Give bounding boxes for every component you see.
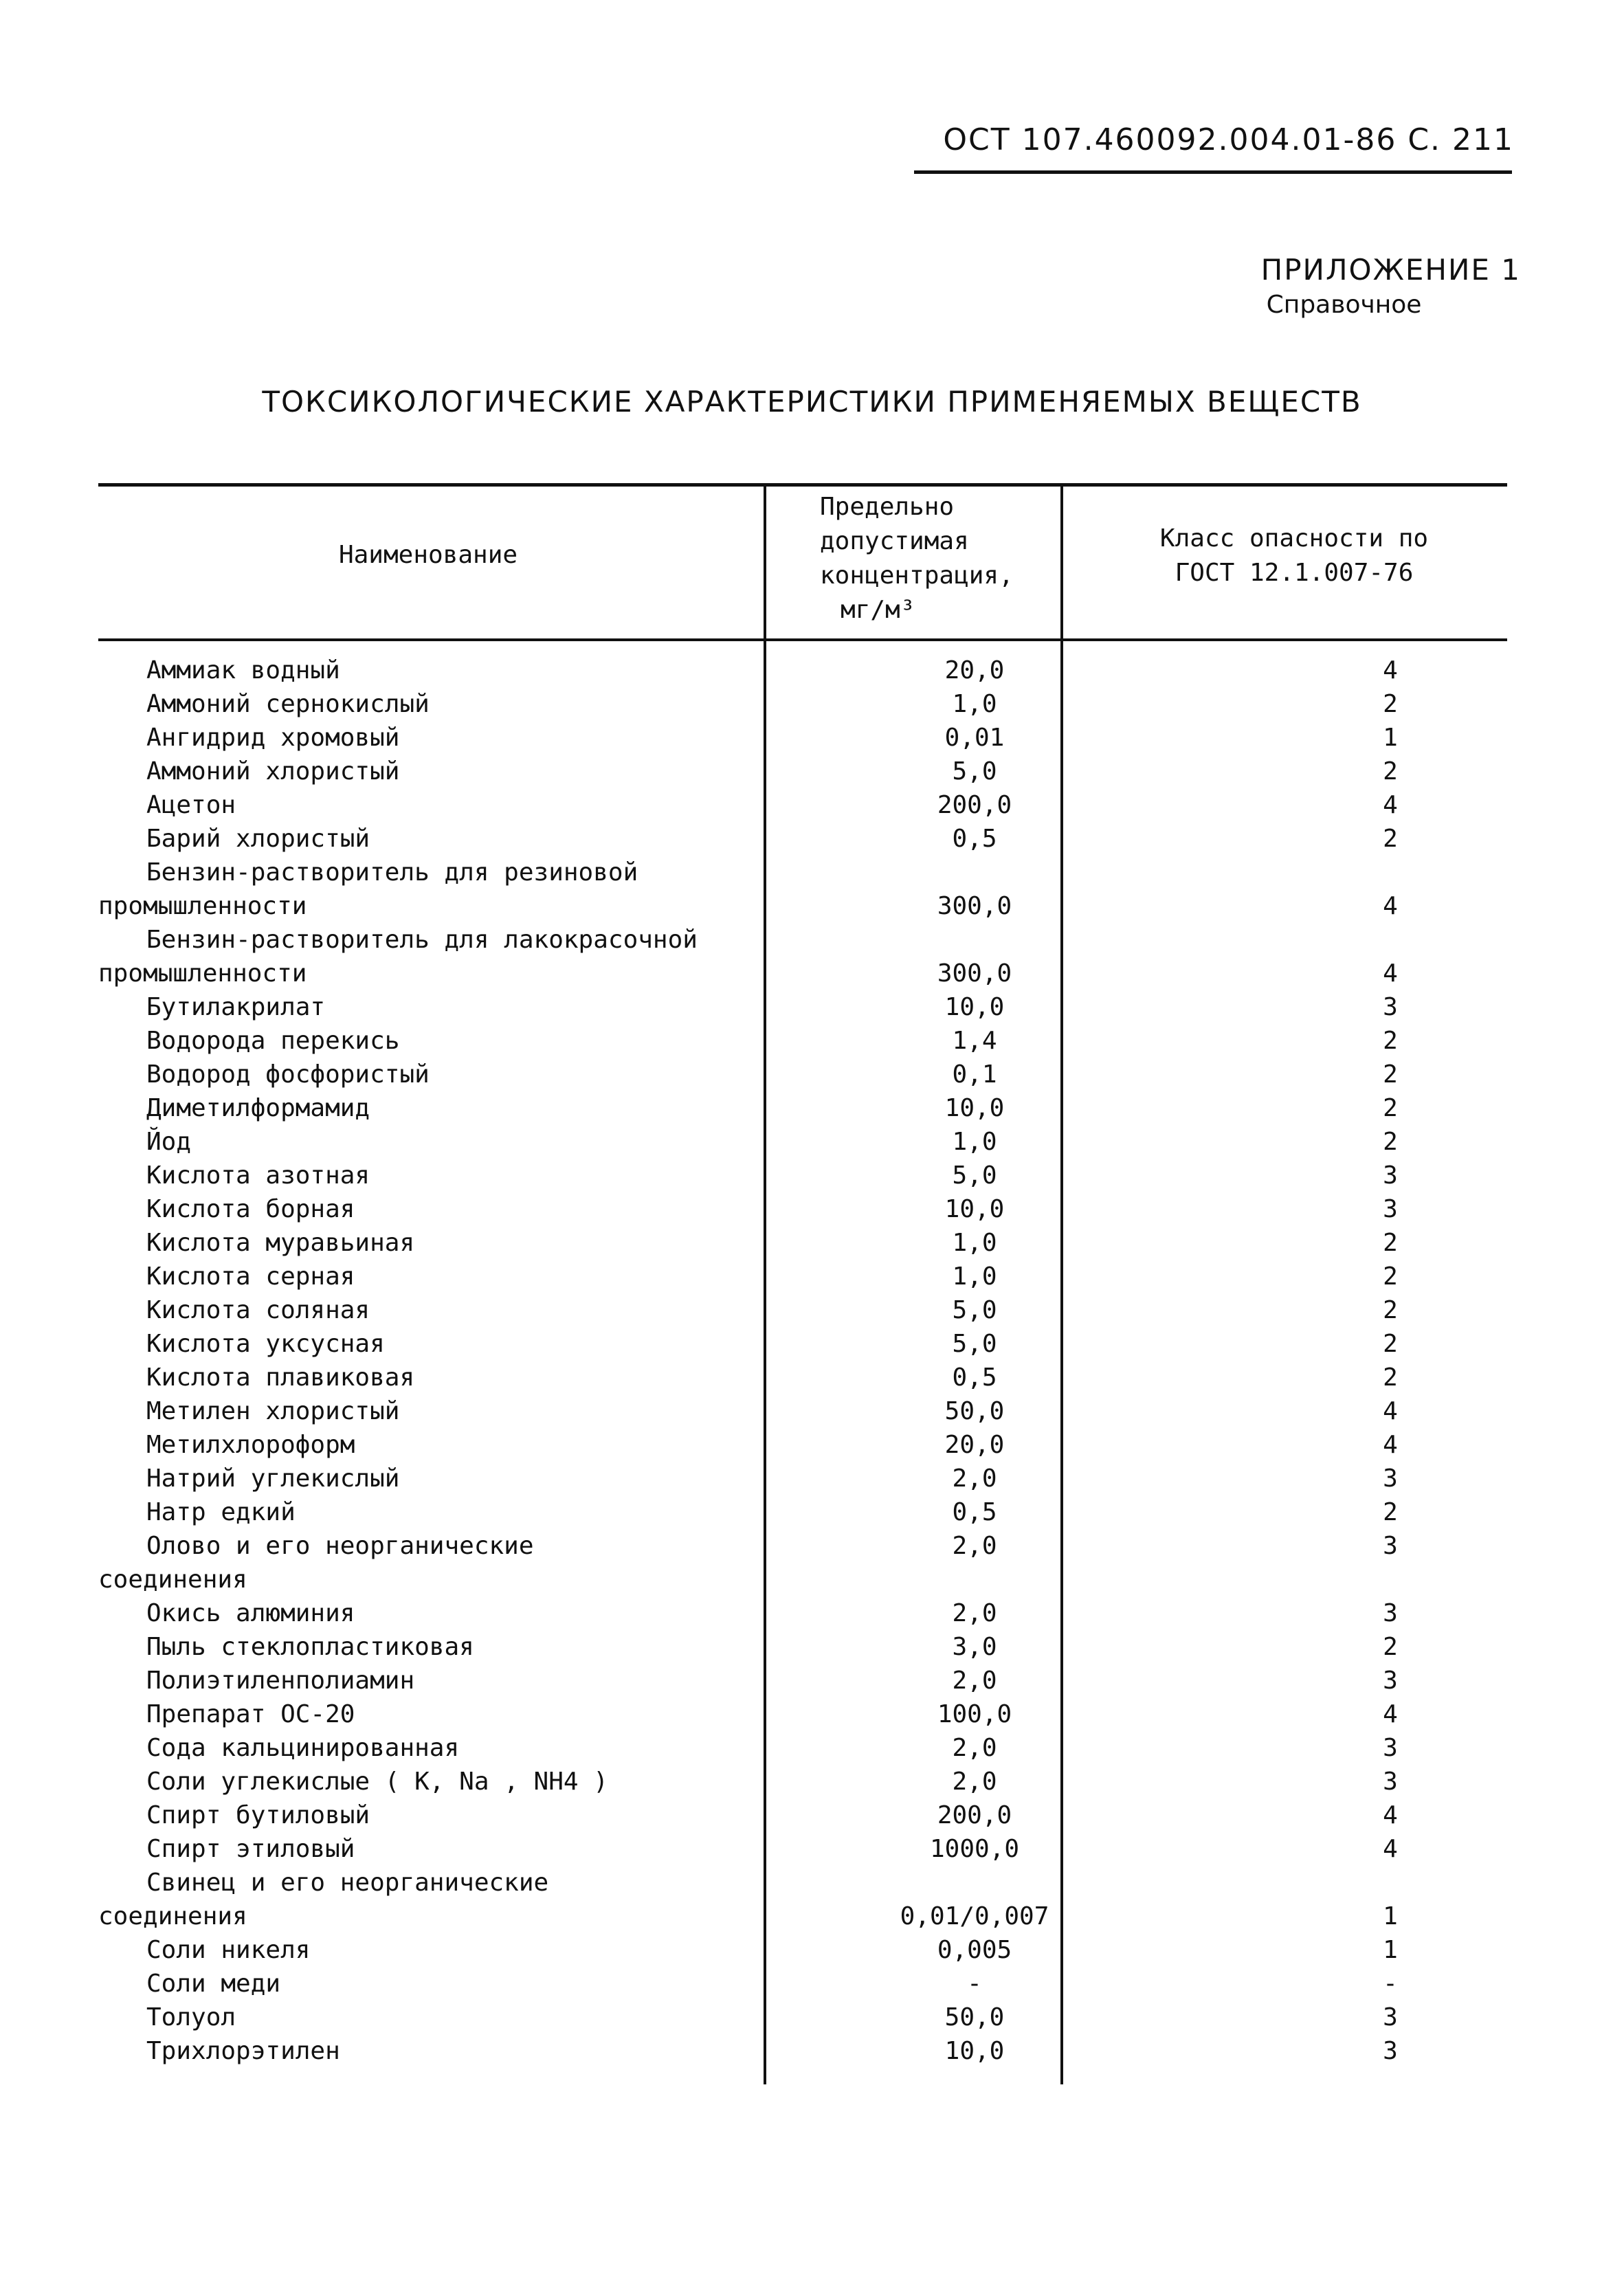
substance-name-line: Кислота муравьиная [146, 1229, 415, 1257]
substance-name [146, 2001, 806, 2034]
table-row [98, 654, 1507, 687]
hazard-class: 2 [1383, 1633, 1398, 1661]
substance-name [146, 1462, 806, 1495]
substance-name [146, 1765, 806, 1798]
pdk-value: 20,0 [944, 1431, 1005, 1459]
substance-name-line: Спирт этиловый [146, 1835, 355, 1863]
pdk-value: 50,0 [944, 1397, 1005, 1425]
pdk-value: 3,0 [952, 1633, 997, 1661]
pdk-header-line: Предельно [820, 493, 955, 521]
table-row [98, 2034, 1507, 2068]
pdk-header-line: допустимая [820, 527, 969, 555]
substance-name-line: Кислота уксусная [146, 1330, 385, 1358]
substance-name-line: Окись алюминия [146, 1599, 355, 1627]
substance-name [146, 1226, 806, 1260]
hazard-class: 2 [1383, 1094, 1398, 1122]
substance-name-line: Водорода перекись [146, 1027, 400, 1055]
hazard-class: 1 [1383, 724, 1398, 752]
substance-name-line: Толуол [146, 2003, 236, 2031]
table-row [98, 1091, 1507, 1125]
substance-name [146, 1024, 806, 1058]
table-row [98, 1529, 1507, 1596]
hazard-class: 1 [1383, 1902, 1398, 1930]
substance-name [146, 1394, 806, 1428]
hazard-class: 4 [1383, 1835, 1398, 1863]
appendix-block [1261, 253, 1521, 319]
pdk-value: 1,4 [952, 1027, 997, 1055]
hazard-class: 4 [1383, 656, 1398, 684]
substance-name [146, 1664, 806, 1697]
hazard-class: 3 [1383, 1195, 1398, 1223]
pdk-value: 1,0 [952, 1229, 997, 1257]
pdk-value: 0,005 [937, 1936, 1012, 1964]
substance-name [146, 1293, 806, 1327]
substance-name-line: Барий хлористый [146, 825, 370, 853]
hazard-class: 2 [1383, 1229, 1398, 1257]
substance-name [98, 1866, 806, 1933]
substance-name [146, 1428, 806, 1462]
substance-name [146, 1125, 806, 1159]
hazard-class: 1 [1383, 1936, 1398, 1964]
table-row [98, 1293, 1507, 1327]
table-row [98, 1798, 1507, 1832]
substance-name [146, 721, 806, 755]
substance-name [146, 788, 806, 822]
substance-name-line: Полиэтиленполиамин [146, 1667, 415, 1695]
substance-name-line: Спирт бутиловый [146, 1801, 370, 1829]
column-header-class [1088, 522, 1500, 590]
substance-name [146, 1327, 806, 1361]
pdk-value: 1,0 [952, 690, 997, 718]
substance-name-line: Кислота борная [146, 1195, 355, 1223]
substance-name-line: Ангидрид хромовый [146, 724, 400, 752]
pdk-value: 2,0 [952, 1667, 997, 1695]
substance-name-line: Аммоний хлористый [146, 757, 400, 786]
class-header-line: ГОСТ 12.1.007-76 [1175, 559, 1414, 587]
substance-name [146, 1260, 806, 1293]
pdk-value: 2,0 [952, 1768, 997, 1796]
table-row [98, 1596, 1507, 1630]
substance-name-line: Метилен хлористый [146, 1397, 400, 1425]
substance-name-line: Сода кальцинированная [146, 1734, 460, 1762]
substance-name [146, 1798, 806, 1832]
hazard-class: 4 [1383, 791, 1398, 819]
pdk-value: 5,0 [952, 1330, 997, 1358]
hazard-class: 2 [1383, 1363, 1398, 1392]
header-rule [914, 170, 1512, 174]
hazard-class: 2 [1383, 1262, 1398, 1291]
substance-name [146, 1832, 806, 1866]
hazard-class: 2 [1383, 1296, 1398, 1324]
table-row [98, 1664, 1507, 1697]
substance-name-continuation: промышленности [98, 959, 307, 988]
substance-name [146, 755, 806, 788]
table-row [98, 1462, 1507, 1495]
substance-name-line: Кислота азотная [146, 1161, 370, 1190]
substance-name [146, 2034, 806, 2068]
table-row [98, 1192, 1507, 1226]
substance-name-line: Натр едкий [146, 1498, 296, 1526]
table-row [98, 1832, 1507, 1866]
substance-name-line: Бензин-растворитель для лакокрасочной [146, 926, 698, 954]
pdk-value: 1000,0 [929, 1835, 1020, 1863]
pdk-value: 2,0 [952, 1734, 997, 1762]
pdk-header-line: мг/м³ [841, 596, 915, 624]
substance-name-continuation: соединения [98, 1566, 247, 1594]
hazard-class: 3 [1383, 2003, 1398, 2031]
hazard-class: 3 [1383, 1161, 1398, 1190]
substance-name [98, 1529, 806, 1596]
table-row [98, 923, 1507, 990]
substance-name [146, 1630, 806, 1664]
table-row [98, 1731, 1507, 1765]
pdk-value: 0,01/0,007 [900, 1902, 1049, 1930]
hazard-class: 4 [1383, 1397, 1398, 1425]
substance-name-line: Пыль стеклопластиковая [146, 1633, 474, 1661]
hazard-class: 3 [1383, 1532, 1398, 1560]
hazard-class: 3 [1383, 1667, 1398, 1695]
substance-name [146, 1495, 806, 1529]
table-row [98, 856, 1507, 923]
pdk-value: 1,0 [952, 1262, 997, 1291]
pdk-value: 10,0 [944, 2037, 1005, 2065]
hazard-class: 3 [1383, 1734, 1398, 1762]
substance-name-line: Соли углекислые ( K, Na , NH4 ) [146, 1768, 608, 1796]
pdk-value: 2,0 [952, 1464, 997, 1493]
substance-name [146, 990, 806, 1024]
hazard-class: 4 [1383, 892, 1398, 920]
table-top-rule [98, 483, 1507, 487]
hazard-class: 2 [1383, 690, 1398, 718]
pdk-value: 1,0 [952, 1128, 997, 1156]
appendix-title: ПРИЛОЖЕНИЕ 1 [1260, 253, 1521, 287]
table-row [98, 1394, 1507, 1428]
hazard-class: 2 [1383, 1027, 1398, 1055]
hazard-class: 4 [1383, 1801, 1398, 1829]
substance-name-line: Йод [146, 1128, 192, 1156]
substance-name-line: Соли меди [146, 1970, 281, 1998]
substance-name-line: Свинец и его неорганические [146, 1869, 549, 1897]
substance-name-line: Метилхлороформ [146, 1431, 355, 1459]
pdk-value: 0,5 [952, 825, 997, 853]
table-row [98, 1765, 1507, 1798]
substance-name [146, 1967, 806, 2001]
substance-name [98, 856, 806, 923]
table-body [98, 654, 1507, 2068]
table-row [98, 1327, 1507, 1361]
hazard-class: 2 [1383, 757, 1398, 786]
table-row [98, 1428, 1507, 1462]
substance-name [146, 1731, 806, 1765]
table-row [98, 990, 1507, 1024]
pdk-value: 5,0 [952, 1161, 997, 1190]
table-row [98, 1058, 1507, 1091]
substance-name [146, 1361, 806, 1394]
substance-name [146, 1159, 806, 1192]
hazard-class: 2 [1383, 1330, 1398, 1358]
substance-name [98, 923, 806, 990]
table-row [98, 755, 1507, 788]
hazard-class: 2 [1383, 1060, 1398, 1089]
table-row [98, 1967, 1507, 2001]
pdk-value: 10,0 [944, 993, 1005, 1021]
substance-name-line: Аммиак водный [146, 656, 340, 684]
substance-name [146, 1058, 806, 1091]
substance-name-line: Диметилформамид [146, 1094, 370, 1122]
pdk-value: 0,5 [952, 1363, 997, 1392]
substance-name-line: Натрий углекислый [146, 1464, 400, 1493]
document-code: ОСТ 107.460092.004.01-86 С. 211 [943, 122, 1514, 157]
table-row [98, 721, 1507, 755]
table-row [98, 788, 1507, 822]
hazard-class: 4 [1383, 1431, 1398, 1459]
hazard-class: 2 [1383, 1498, 1398, 1526]
pdk-value: 50,0 [944, 2003, 1005, 2031]
substance-name-line: Водород фосфористый [146, 1060, 430, 1089]
table-row [98, 687, 1507, 721]
substance-name-continuation: соединения [98, 1902, 247, 1930]
hazard-class: 3 [1383, 993, 1398, 1021]
substance-name-line: Бутилакрилат [146, 993, 326, 1021]
substance-name [146, 687, 806, 721]
table-row [98, 1159, 1507, 1192]
substance-name-line: Препарат ОС-20 [146, 1700, 355, 1728]
appendix-subtitle: Справочное [1266, 291, 1422, 319]
table-row [98, 1630, 1507, 1664]
pdk-value: 300,0 [937, 959, 1012, 988]
class-header-line: Класс опасности по [1159, 524, 1429, 553]
hazard-class: 3 [1383, 2037, 1398, 2065]
table-row [98, 1361, 1507, 1394]
substance-name-continuation: промышленности [98, 892, 307, 920]
pdk-value: 2,0 [952, 1532, 997, 1560]
hazard-class: 3 [1383, 1768, 1398, 1796]
pdk-value: 2,0 [952, 1599, 997, 1627]
substance-name-line: Бензин-растворитель для резиновой [146, 858, 638, 887]
document-title: ТОКСИКОЛОГИЧЕСКИЕ ХАРАКТЕРИСТИКИ ПРИМЕНЯЕМЫХ ВЕЩЕСТВ [262, 385, 1362, 419]
table-row [98, 1495, 1507, 1529]
substance-name-line: Кислота соляная [146, 1296, 370, 1324]
pdk-value: 0,01 [944, 724, 1005, 752]
pdk-value: - [967, 1970, 982, 1998]
substance-name [146, 1091, 806, 1125]
substance-name-line: Соли никеля [146, 1936, 311, 1964]
hazard-class: 4 [1383, 959, 1398, 988]
hazard-class: 4 [1383, 1700, 1398, 1728]
pdk-value: 5,0 [952, 757, 997, 786]
substance-name-line: Кислота плавиковая [146, 1363, 415, 1392]
table-row [98, 2001, 1507, 2034]
table-row [98, 1226, 1507, 1260]
pdk-value: 20,0 [944, 656, 1005, 684]
table-row [98, 1024, 1507, 1058]
pdk-value: 0,1 [952, 1060, 997, 1089]
pdk-value: 200,0 [937, 1801, 1012, 1829]
table-row [98, 1260, 1507, 1293]
substance-name [146, 1596, 806, 1630]
substance-name [146, 1192, 806, 1226]
table-row [98, 822, 1507, 856]
hazard-class: 2 [1383, 1128, 1398, 1156]
hazard-class: 3 [1383, 1599, 1398, 1627]
pdk-value: 10,0 [944, 1195, 1005, 1223]
substance-name [146, 1933, 806, 1967]
pdk-value: 10,0 [944, 1094, 1005, 1122]
table-header-rule [98, 638, 1507, 641]
substance-name-line: Ацетон [146, 791, 236, 819]
table-row [98, 1125, 1507, 1159]
substance-name-line: Кислота серная [146, 1262, 355, 1291]
hazard-class: - [1383, 1970, 1398, 1998]
substance-name [146, 822, 806, 856]
pdk-value: 300,0 [937, 892, 1012, 920]
table-row [98, 1697, 1507, 1731]
substance-name-line: Трихлорэтилен [146, 2037, 340, 2065]
table-row [98, 1866, 1507, 1933]
column-header-pdk [786, 490, 1060, 627]
table-row [98, 1933, 1507, 1967]
pdk-value: 5,0 [952, 1296, 997, 1324]
pdk-value: 0,5 [952, 1498, 997, 1526]
hazard-class: 3 [1383, 1464, 1398, 1493]
substance-name [146, 1697, 806, 1731]
toxicology-table [98, 483, 1507, 2084]
substance-name [146, 654, 806, 687]
hazard-class: 2 [1383, 825, 1398, 853]
substance-name-line: Аммоний сернокислый [146, 690, 430, 718]
substance-name-line: Олово и его неорганические [146, 1532, 534, 1560]
pdk-header-line: концентрация, [820, 561, 1014, 590]
column-header-name: Наименование [338, 541, 518, 569]
pdk-value: 200,0 [937, 791, 1012, 819]
pdk-value: 100,0 [937, 1700, 1012, 1728]
